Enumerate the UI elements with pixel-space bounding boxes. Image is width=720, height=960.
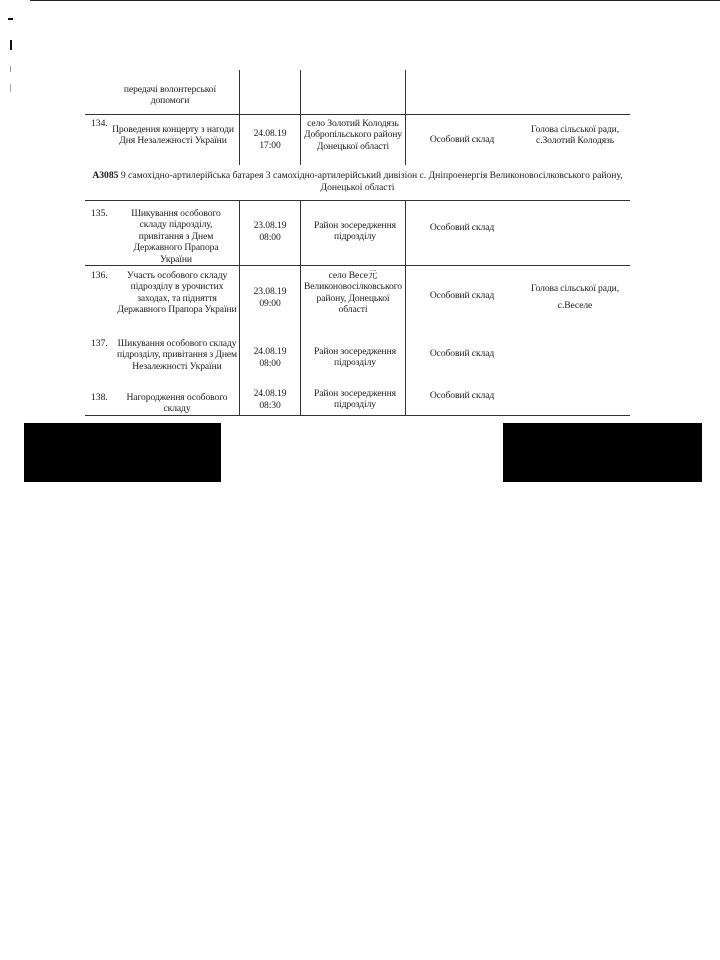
column-rule xyxy=(239,200,240,416)
row-rule xyxy=(85,415,630,416)
unit-section-header xyxy=(85,170,630,194)
date-cell: 23.08.19 xyxy=(253,220,287,231)
time-cell: 08:00 xyxy=(259,358,281,369)
scan-mark xyxy=(10,84,11,92)
schedule-table xyxy=(85,70,630,416)
time-cell: 08:00 xyxy=(259,232,281,243)
place-cell: село Весе元 Великоновосілковського району, Донецької області xyxy=(303,270,403,316)
column-rule xyxy=(239,70,240,165)
participants-cell: Особовий склад xyxy=(429,134,495,145)
event-cell: Шикування особового складу підрозділу, привітання з Днем Державного Прапора України xyxy=(131,208,221,265)
column-rule xyxy=(300,70,301,165)
scan-mark xyxy=(10,66,11,72)
column-rule xyxy=(405,200,406,416)
place-cell: Район зосередження підрозділу xyxy=(314,388,396,411)
responsible-cell: Голова сільської ради, с.Золотий Колодязь xyxy=(530,124,620,147)
row-number: 135. xyxy=(91,208,108,219)
event-cell: Нагородження особового складу xyxy=(126,392,228,415)
date-cell: 23.08.19 xyxy=(253,286,287,297)
participants-cell: Особовий склад xyxy=(429,348,495,359)
event-cell: Шикування особового складу підрозділу, привітання з Днем Незалежності України xyxy=(116,338,238,372)
row-rule xyxy=(85,114,630,115)
responsible-cell: Голова сільської ради, с.Веселе xyxy=(530,283,620,311)
event-cell: передачі волонтерської допомоги xyxy=(123,84,217,107)
place-cell: Район зосередження підрозділу xyxy=(314,346,396,369)
column-rule xyxy=(405,70,406,165)
row-number: 136. xyxy=(91,270,108,281)
redaction-block-right xyxy=(503,423,702,482)
scan-mark xyxy=(10,40,12,50)
time-cell: 08:30 xyxy=(259,400,281,411)
place-cell: Район зосередження підрозділу xyxy=(314,220,396,243)
participants-cell: Особовий склад xyxy=(429,222,495,233)
participants-cell: Особовий склад xyxy=(429,390,495,401)
row-number: 134. xyxy=(91,118,108,129)
unit-description: 9 самохідно-артилерійська батарея 3 самохідно-артилерійський дивізіон с. Дніпроенергія Великоновосілковського району, Донецької області xyxy=(120,170,623,193)
date-cell: 24.08.19 xyxy=(253,128,287,139)
event-cell: Участь особового складу підрозділу в урочистих заходах, та підняття Державного Прапора України xyxy=(117,270,237,316)
row-rule xyxy=(85,200,630,201)
event-cell: Проведення концерту з нагоди Дня Незалежності України xyxy=(112,124,234,147)
row-number: 138. xyxy=(91,392,108,403)
place-cell: село Золотий Колодязь Добропільського району Донецької області xyxy=(304,118,402,152)
scan-edge-line xyxy=(30,0,720,1)
scan-mark xyxy=(8,18,13,20)
participants-cell: Особовий склад xyxy=(429,290,495,301)
redaction-block-left xyxy=(24,423,221,482)
time-cell: 17:00 xyxy=(259,140,281,151)
date-cell: 24.08.19 xyxy=(253,346,287,357)
row-rule xyxy=(85,265,630,266)
unit-code: А3085 xyxy=(92,170,119,181)
time-cell: 09:00 xyxy=(259,298,281,309)
date-cell: 24.08.19 xyxy=(253,388,287,399)
row-number: 137. xyxy=(91,338,108,349)
